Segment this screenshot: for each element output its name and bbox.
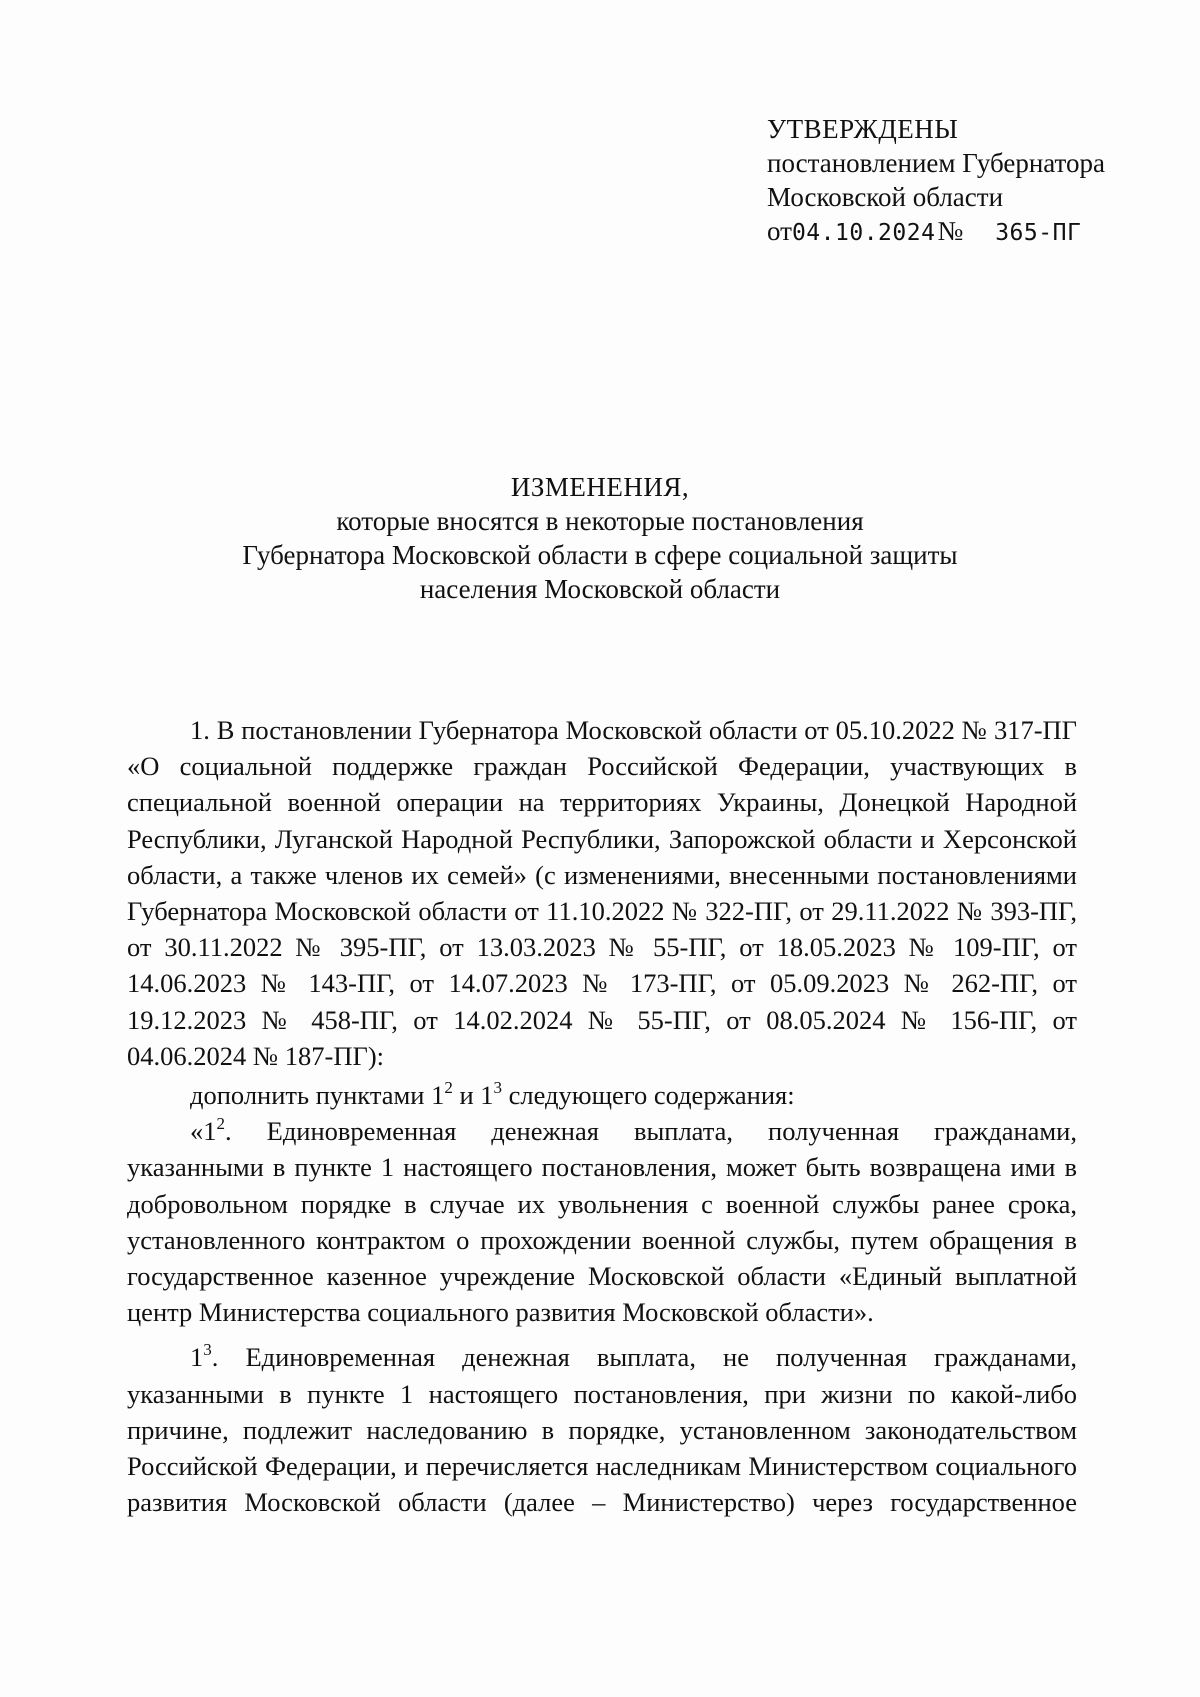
heading-line-3: населения Московской области xyxy=(419,574,781,604)
order-number: 365-ПГ xyxy=(995,220,1082,246)
order-number-sign: № xyxy=(937,216,964,246)
heading-line-1: которые вносятся в некоторые постановления xyxy=(336,506,864,536)
item-1-2 xyxy=(127,1113,1077,1330)
supplement-text-mid: и 1 xyxy=(452,1080,494,1111)
item-1-3-prefix: 1 xyxy=(190,1342,204,1373)
order-date: 04.10.2024 xyxy=(791,220,936,246)
supplement-line xyxy=(127,1077,1077,1113)
supplement-sup-a: 2 xyxy=(444,1078,453,1098)
item-1-3-text: . Единовременная денежная выплата, не полученная гражданами, указанными в пункте 1 настоящего постановления, при жизни по какой-либо причине, подлежит наследованию в порядке, установленном законодательством Российской Федерации, и перечисляется наследникам Министерством социального развития Московской области (далее – Министерство) через государственное xyxy=(127,1342,1077,1518)
item-1-2-prefix: «1 xyxy=(190,1116,217,1147)
heading-line-2: Губернатора Московской области в сфере социальной защиты xyxy=(242,540,958,570)
approval-stamp xyxy=(767,112,1105,250)
supplement-text-end: следующего содержания: xyxy=(502,1080,795,1111)
paragraph-1: 1. В постановлении Губернатора Московской области от 05.10.2022 № 317-ПГ «О социальной поддержке граждан Российской Федерации, участвующих в специальной военной операции на территориях Украины, Донецкой Народной Республики, Луганской Народной Республики, Запорожской области и Херсонской области, а также членов их семей» (с изменениями, внесенными постановлениями Губернатора Московской области от 11.10.2022 № 322-ПГ, от 29.11.2022 № 393-ПГ, от 30.11.2022 № 395-ПГ, от 13.03.2023 № 55-ПГ, от 18.05.2023 № 109-ПГ, от 14.06.2023 № 143-ПГ, от 14.07.2023 № 173-ПГ, от 05.09.2023 № 262-ПГ, от 19.12.2023 № 458-ПГ, от 14.02.2024 № 55-ПГ, от 08.05.2024 № 156-ПГ, от 04.06.2024 № 187-ПГ): xyxy=(127,715,1077,1071)
supplement-text-start: дополнить пунктами 1 xyxy=(190,1080,445,1111)
approval-line-1: постановлением Губернатора xyxy=(767,148,1105,178)
item-1-3-sup: 3 xyxy=(203,1340,212,1360)
order-prefix: от xyxy=(767,216,792,246)
document-body xyxy=(127,712,1077,1520)
item-1-3 xyxy=(127,1339,1077,1520)
item-1-2-sup: 2 xyxy=(216,1114,225,1134)
approval-line-2: Московской области xyxy=(767,182,1004,212)
supplement-sup-b: 3 xyxy=(493,1078,503,1098)
item-1-2-text: . Единовременная денежная выплата, полученная гражданами, указанными в пункте 1 настоящего постановления, может быть возвращена ими в добровольном порядке в случае их увольнения с военной службы ранее срока, установленного контрактом о прохождении военной службы, путем обращения в государственное казенное учреждение Московской области «Единый выплатной центр Министерства социального развития Московской области». xyxy=(127,1116,1077,1328)
approval-order xyxy=(767,214,1105,250)
approval-title: УТВЕРЖДЕНЫ xyxy=(767,114,959,144)
document-heading xyxy=(0,470,1200,606)
heading-title: ИЗМЕНЕНИЯ, xyxy=(510,472,690,502)
